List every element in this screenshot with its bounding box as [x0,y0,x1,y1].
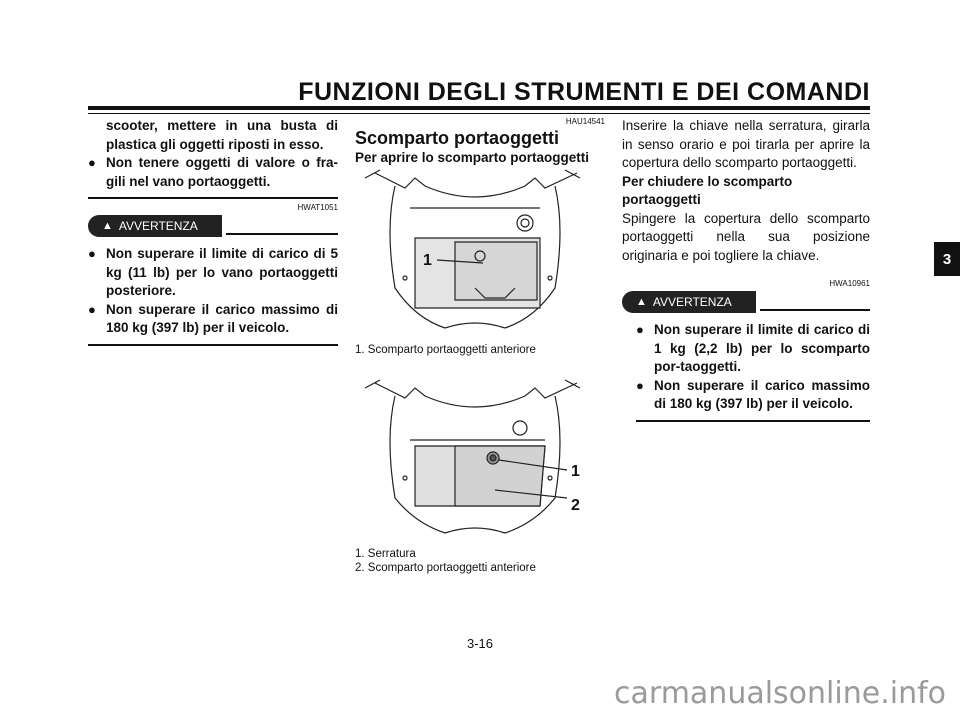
middle-column [355,117,605,168]
bullet-text: Non tenere oggetti di valore o fra-gili nel vano portaoggetti. [106,155,338,189]
bullet-icon: ● [88,301,96,317]
header-rule-thick [88,106,870,110]
caption-line: 2. Scomparto portaoggetti anteriore [355,562,536,574]
warning-code: HWA10961 [829,279,870,288]
warning-label: AVVERTENZA [118,218,198,233]
paragraph: Inserire la chiave nella serratura, girarla in senso orario e poi tirarla per aprire la copertura dello scomparto portaoggetti. [622,118,870,170]
warning-triangle-icon: ▲ [102,219,113,232]
section-subtitle: Per aprire lo scomparto portaoggetti [355,150,590,165]
bullet-icon: ● [88,246,96,261]
warning-code: HWAT1051 [297,203,338,212]
continued-warning-text: scooter, mettere in una busta di plastica gli oggetti riposti in esso. [106,118,338,152]
section-divider [88,197,338,199]
warning-bullet-text: Non superare il limite di carico di 5 kg (11 lb) per lo vano portaoggetti posteriore. [106,246,338,298]
bullet-icon: ● [88,155,96,170]
right-column [622,117,870,422]
bullet-item [88,154,338,191]
chapter-tab: 3 [934,242,960,276]
section-code: HAU14541 [565,117,605,126]
warning-banner [622,291,870,315]
warning-bullet-text: Non superare il carico massimo di 180 kg (397 lb) per il veicolo. [106,301,338,335]
warning-label: AVVERTENZA [652,294,732,309]
figure-caption [355,547,605,575]
warning-end-rule [88,344,338,346]
figure-callout: 2 [571,497,580,514]
figure-glovebox-lock [355,378,590,538]
figure-glovebox-open [355,168,590,338]
warning-bullet [636,377,870,414]
bullet-icon: ● [636,322,644,337]
watermark: carmanualsonline.info [614,676,946,711]
warning-end-rule [636,420,870,422]
warning-triangle-icon: ▲ [636,295,647,308]
warning-bullet [88,301,338,338]
bullet-icon: ● [636,377,644,393]
warning-bullet [636,321,870,377]
left-column [88,117,338,346]
figure-caption: 1. Scomparto portaoggetti anteriore [355,344,536,356]
section-title: Scomparto portaoggetti [355,128,560,148]
figure-callout: 1 [571,463,580,480]
caption-line: 1. Serratura [355,548,416,560]
warning-banner [88,215,338,239]
warning-bullet-text: Non superare il limite di carico di 1 kg (2,2 lb) per lo scomparto por-taoggetti. [654,322,870,374]
header-rule-thin [88,113,870,114]
subheading: Per chiudere lo scomparto portaoggetti [622,173,793,207]
warning-bullet [88,245,338,301]
warning-bullet-text: Non superare il carico massimo di 180 kg (397 lb) per il veicolo. [654,377,870,411]
page-number: 3-16 [466,636,494,651]
page-header-title: FUNZIONI DEGLI STRUMENTI E DEI COMANDI [298,78,870,106]
paragraph: Spingere la copertura dello scomparto portaoggetti nella sua posizione originaria e poi togliere la chiave. [622,210,870,263]
figure-callout: 1 [423,252,432,269]
